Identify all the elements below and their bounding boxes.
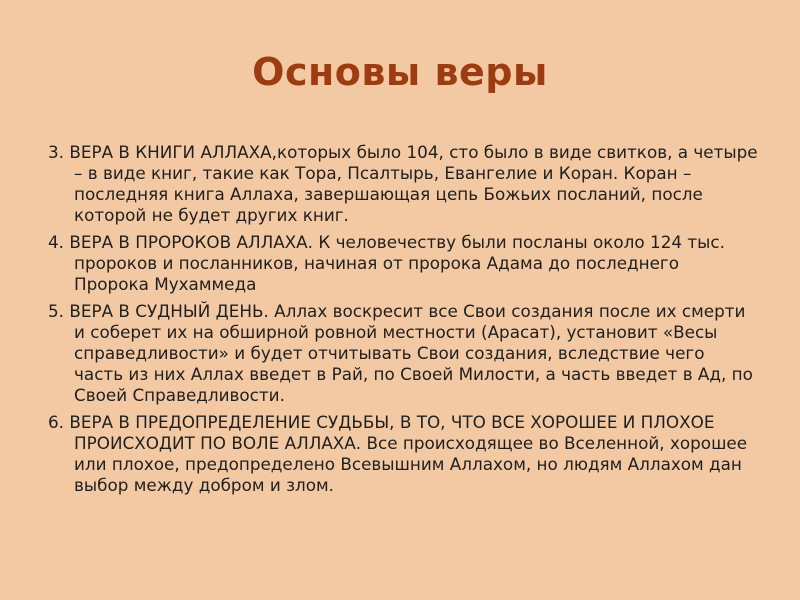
list-item-prophets: 4. ВЕРА В ПРОРОКОВ АЛЛАХА. К человечеству были посланы около 124 тыс. пророков и посланников, начиная от пророка Адама до последнего Пророка Мухаммеда: [48, 232, 725, 294]
list-item-books: 3. ВЕРА В КНИГИ АЛЛАХА,которых было 104, сто было в виде свитков, а четыре – в виде книг, такие как Тора, Псалтырь, Евангелие и Коран. Коран – последняя книга Аллаха, завершающая цепь Божьих посланий, после которой не будет других книг.: [48, 142, 758, 225]
list-item-judgment-day: 5. ВЕРА В СУДНЫЙ ДЕНЬ. Аллах воскресит все Свои создания после их смерти и соберет их на обширной ровной местности (Арасат), установит «Весы справедливости» и будет отчитывать Свои создания, вследствие чего часть из них Аллах введет в Рай, по Своей Милости, а часть введет в Ад, по Своей Справедливости.: [48, 301, 753, 405]
list-item-predestination: 6. ВЕРА В ПРЕДОПРЕДЕЛЕНИЕ СУДЬБЫ, В ТО, ЧТО ВСЕ ХОРОШЕЕ И ПЛОХОЕ ПРОИСХОДИТ ПО ВОЛЕ АЛЛАХА. Все происходящее во Вселенной, хорошее или плохое, предопределено Всевышним Аллахом, но людям Аллахом дан выбор между добром и злом.: [48, 412, 748, 495]
slide-title: Основы веры: [252, 50, 548, 94]
slide-content-list: [48, 142, 758, 502]
